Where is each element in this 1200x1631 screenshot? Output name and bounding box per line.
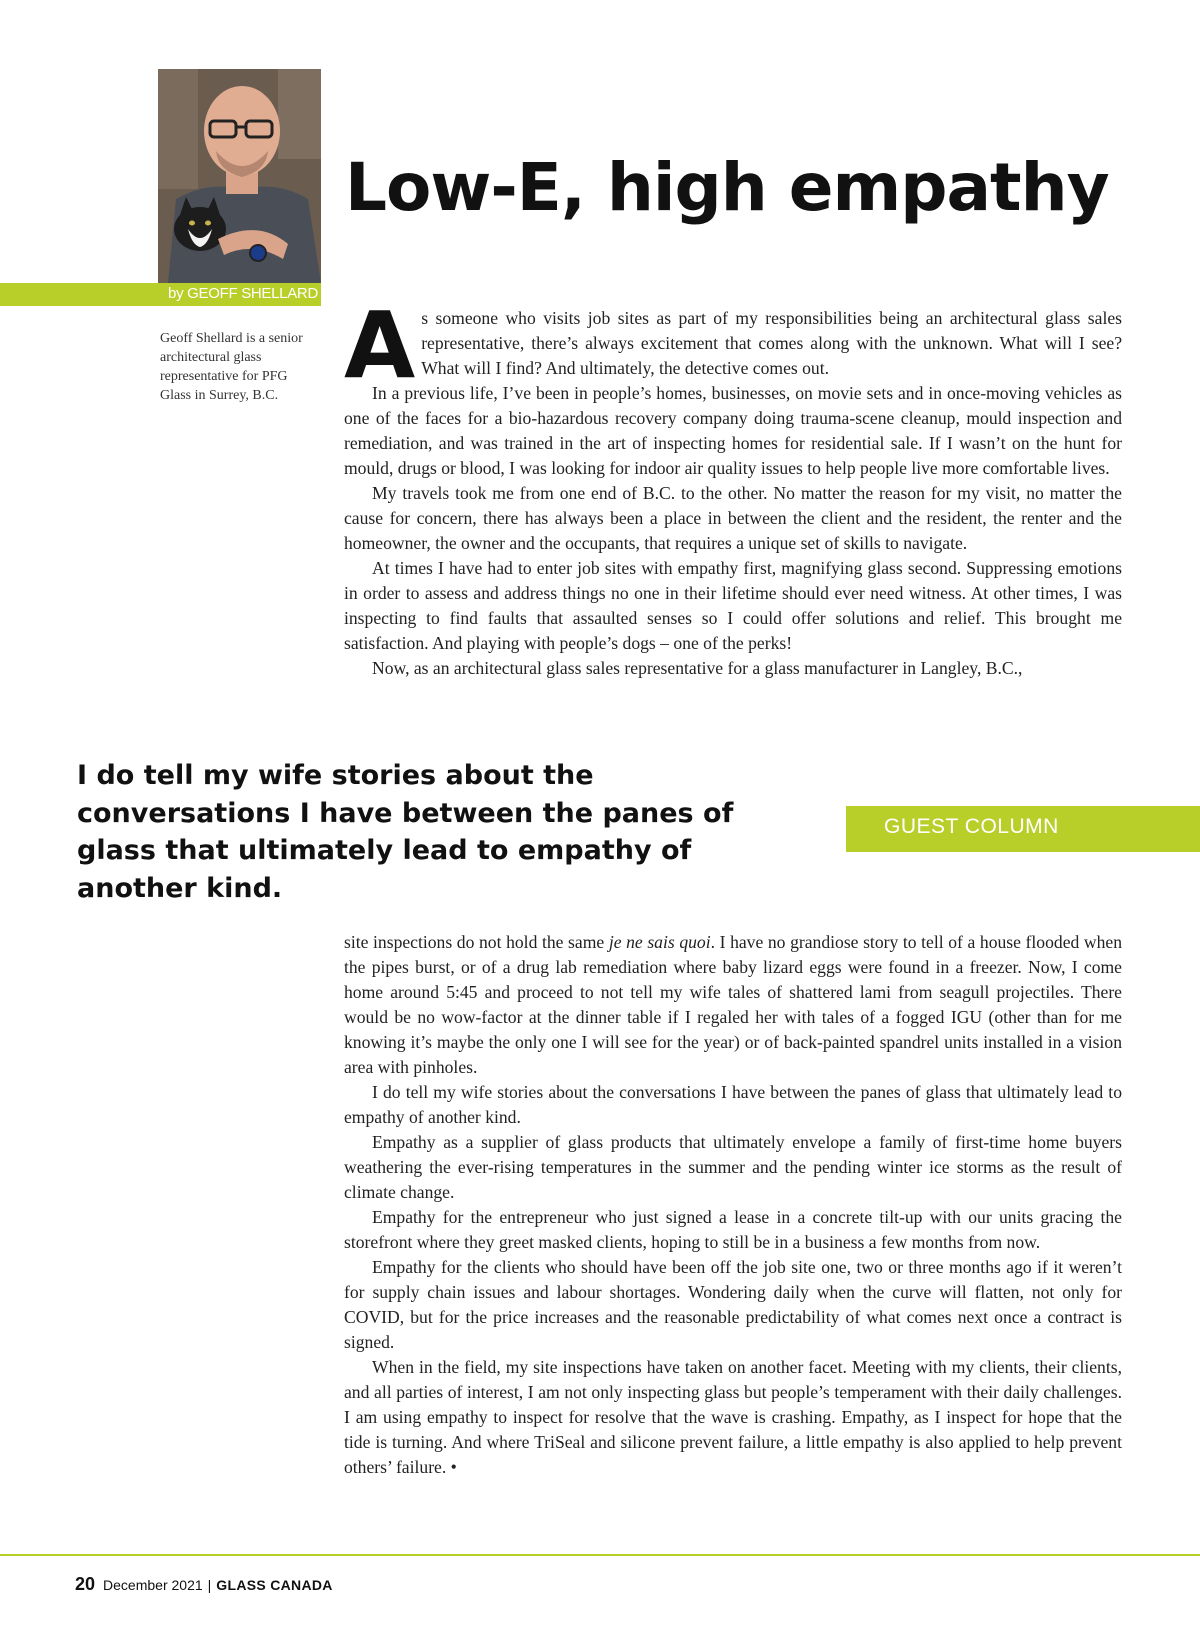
body-paragraph: When in the field, my site inspections have taken on another facet. Meeting with my clients, their clients, and all parties of interest, I am not only inspecting glass but people’s temperament with their daily challenges. I am using empathy to inspect for resolve that the wave is crashing. Empathy, as I inspect for hope that the tide is turning. And where TriSeal and silicone prevent failure, a little empathy is also applied to help prevent others’ failure. • xyxy=(344,1357,1122,1477)
body-paragraph: site inspections do not hold the same je ne sais quoi. I have no grandiose story to tell of a house flooded when the pipes burst, or of a drug lab remediation where baby lizard eggs were found in a freezer. Now, I come home around 5:45 and proceed to not tell my wife tales of shattered lami from seagull projectiles. There would be no wow-factor at the dinner table if I regaled her with tales of a fogged IGU (other than for me knowing it’s maybe the only one I will see for the year) or of back-painted spandrel units installed in a vision area with pinholes. xyxy=(344,932,1123,1077)
section-tag xyxy=(846,806,1200,852)
article-body-top xyxy=(344,292,1122,681)
issue-date: December 2021 xyxy=(103,1577,203,1593)
body-paragraph: I do tell my wife stories about the conversations I have between the panes of glass that ultimately lead to empathy of another kind. xyxy=(344,1082,1122,1127)
page-footer xyxy=(75,1574,333,1595)
drop-cap: A xyxy=(344,292,416,399)
magazine-name: GLASS CANADA xyxy=(216,1577,333,1593)
footer-separator: | xyxy=(207,1577,212,1593)
body-paragraph: As someone who visits job sites as part of my responsibilities being an architectural glass sales representative, there’s always excitement that comes along with the unknown. What will I see? What will I find? And ultimately, the detective comes out. xyxy=(344,292,1122,399)
body-paragraph: My travels took me from one end of B.C. to the other. No matter the reason for my visit, no matter the cause for concern, there has always been a place in between the client and the resident, the renter and the homeowner, the owner and the occupants, that requires a unique set of skills to navigate. xyxy=(344,483,1122,553)
byline-bar xyxy=(0,283,321,306)
pull-quote: I do tell my wife stories about the conversations I have between the panes of glass that ultimately lead to empathy of another kind. xyxy=(77,760,734,904)
section-tag-label: GUEST COLUMN xyxy=(884,815,1059,838)
author-photo xyxy=(158,69,321,283)
author-bio: Geoff Shellard is a senior architectural glass representative for PFG Glass in Surrey, B.C. xyxy=(160,331,303,403)
article-body-bottom xyxy=(344,930,1122,1480)
footer-rule xyxy=(0,1554,1200,1556)
body-paragraph: Empathy as a supplier of glass products that ultimately envelope a family of first-time home buyers weathering the ever-rising temperatures in the summer and the pending winter ice storms as the result of climate change. xyxy=(344,1132,1122,1202)
body-paragraph: In a previous life, I’ve been in people’s homes, businesses, on movie sets and in once-moving vehicles as one of the faces for a bio-hazardous recovery company doing trauma-scene cleanup, mould inspection and remediation, and was trained in the art of inspecting homes for residential sale. If I wasn’t on the hunt for mould, drugs or blood, I was looking for indoor air quality issues to help people live more comfortable lives. xyxy=(344,383,1122,478)
body-paragraph: Empathy for the clients who should have been off the job site one, two or three months ago if it weren’t for supply chain issues and labour shortages. Wondering daily when the curve will flatten, not only for COVID, but for the price increases and the reasonable predictability of what comes next once a contract is signed. xyxy=(344,1257,1122,1352)
article-headline: Low-E, high empathy xyxy=(345,149,1109,226)
author-byline: by GEOFF SHELLARD xyxy=(168,285,318,302)
body-paragraph: Empathy for the entrepreneur who just signed a lease in a concrete tilt-up with our units gracing the storefront where they greet masked clients, hoping to still be in a business a few months from now. xyxy=(344,1207,1122,1252)
body-paragraph: At times I have had to enter job sites with empathy first, magnifying glass second. Suppressing emotions in order to assess and address things no one in their lifetime should ever need witness. At other times, I was inspecting to find faults that assaulted senses so I could offer solutions and relief. This brought me satisfaction. And playing with people’s dogs – one of the perks! xyxy=(344,558,1122,653)
page-number: 20 xyxy=(75,1574,96,1594)
body-paragraph: Now, as an architectural glass sales representative for a glass manufacturer in Langley, B.C., xyxy=(372,658,1023,678)
